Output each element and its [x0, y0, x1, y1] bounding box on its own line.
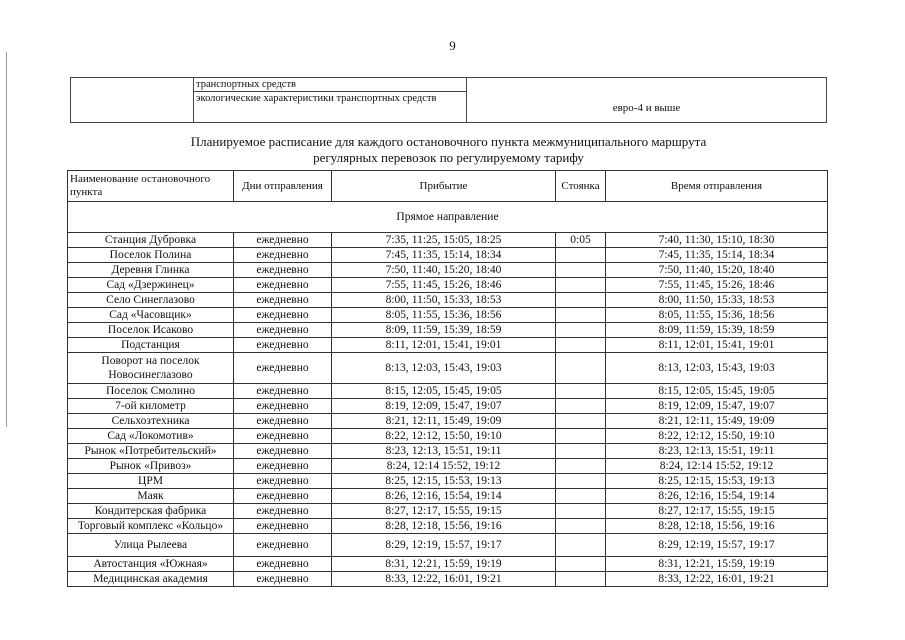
table-row [68, 557, 828, 572]
cell-days: ежедневно [234, 429, 332, 444]
cell-departure: 8:33, 12:22, 16:01, 19:21 [606, 572, 828, 587]
cell-stay [556, 519, 606, 534]
cell-departure: 8:31, 12:21, 15:59, 19:19 [606, 557, 828, 572]
table-row [68, 323, 828, 338]
cell-stop: Автостанция «Южная» [68, 557, 234, 572]
cell-departure: 7:55, 11:45, 15:26, 18:46 [606, 278, 828, 293]
cell-departure: 8:29, 12:19, 15:57, 19:17 [606, 534, 828, 557]
cell-stop: Поселок Исаково [68, 323, 234, 338]
cell-days: ежедневно [234, 248, 332, 263]
direction-label: Прямое направление [68, 202, 828, 233]
cell-arrival: 7:35, 11:25, 15:05, 18:25 [332, 233, 556, 248]
cell-departure: 8:11, 12:01, 15:41, 19:01 [606, 338, 828, 353]
cell-stay [556, 444, 606, 459]
schedule-table [67, 170, 828, 587]
table-row [68, 414, 828, 429]
cell-departure: 8:28, 12:18, 15:56, 19:16 [606, 519, 828, 534]
cell-stop: Рынок «Привоз» [68, 459, 234, 474]
table-row [68, 572, 828, 587]
table-row [68, 429, 828, 444]
cell-departure: 7:50, 11:40, 15:20, 18:40 [606, 263, 828, 278]
cell-departure: 8:15, 12:05, 15:45, 19:05 [606, 384, 828, 399]
cell-stop: Село Синеглазово [68, 293, 234, 308]
cell-stay [556, 308, 606, 323]
cell-departure: 8:24, 12:14 15:52, 19:12 [606, 459, 828, 474]
header-days: Дни отправления [234, 171, 332, 202]
cell-arrival: 8:23, 12:13, 15:51, 19:11 [332, 444, 556, 459]
cell-departure: 8:27, 12:17, 15:55, 19:15 [606, 504, 828, 519]
cell-departure: 8:13, 12:03, 15:43, 19:03 [606, 353, 828, 384]
cell-departure: 7:45, 11:35, 15:14, 18:34 [606, 248, 828, 263]
cell-days: ежедневно [234, 338, 332, 353]
cell-arrival: 8:05, 11:55, 15:36, 18:56 [332, 308, 556, 323]
cell-stay [556, 474, 606, 489]
cell-stop: ЦРМ [68, 474, 234, 489]
cell-days: ежедневно [234, 278, 332, 293]
table-row [68, 399, 828, 414]
characteristics-value: евро-4 и выше [467, 78, 827, 123]
table-row [68, 293, 828, 308]
cell-days: ежедневно [234, 534, 332, 557]
schedule-header-row [68, 171, 828, 202]
cell-stop: Маяк [68, 489, 234, 504]
characteristics-label: транспортных средств [194, 78, 467, 92]
table-row [68, 233, 828, 248]
cell-arrival: 8:15, 12:05, 15:45, 19:05 [332, 384, 556, 399]
header-departure: Время отправления [606, 171, 828, 202]
cell-days: ежедневно [234, 293, 332, 308]
table-row [68, 504, 828, 519]
cell-arrival: 8:11, 12:01, 15:41, 19:01 [332, 338, 556, 353]
cell-days: ежедневно [234, 444, 332, 459]
cell-stop: Поворот на поселок Новосинеглазово [68, 353, 234, 384]
cell-stay [556, 293, 606, 308]
cell-departure: 8:25, 12:15, 15:53, 19:13 [606, 474, 828, 489]
cell-arrival: 8:25, 12:15, 15:53, 19:13 [332, 474, 556, 489]
table-row [68, 384, 828, 399]
table-row [68, 308, 828, 323]
page-margin-line [6, 52, 7, 427]
cell-days: ежедневно [234, 233, 332, 248]
cell-stay [556, 489, 606, 504]
cell-days: ежедневно [234, 323, 332, 338]
cell-arrival: 8:13, 12:03, 15:43, 19:03 [332, 353, 556, 384]
cell-stop: Сад «Часовщик» [68, 308, 234, 323]
cell-arrival: 7:45, 11:35, 15:14, 18:34 [332, 248, 556, 263]
cell-stay [556, 557, 606, 572]
cell-departure: 7:40, 11:30, 15:10, 18:30 [606, 233, 828, 248]
table-row [68, 519, 828, 534]
cell-stop: Улица Рылеева [68, 534, 234, 557]
cell-stay [556, 263, 606, 278]
direction-row [68, 202, 828, 233]
cell-departure: 8:26, 12:16, 15:54, 19:14 [606, 489, 828, 504]
table-row [68, 474, 828, 489]
cell-days: ежедневно [234, 572, 332, 587]
cell-stay [556, 429, 606, 444]
cell-stop: 7-ой километр [68, 399, 234, 414]
cell-stay [556, 534, 606, 557]
table-row [68, 534, 828, 557]
cell-arrival: 8:21, 12:11, 15:49, 19:09 [332, 414, 556, 429]
table-row [68, 248, 828, 263]
cell-arrival: 8:09, 11:59, 15:39, 18:59 [332, 323, 556, 338]
characteristics-blank-cell [71, 78, 194, 123]
cell-departure: 8:09, 11:59, 15:39, 18:59 [606, 323, 828, 338]
cell-stay [556, 323, 606, 338]
cell-stop: Поселок Смолино [68, 384, 234, 399]
cell-days: ежедневно [234, 384, 332, 399]
cell-days: ежедневно [234, 308, 332, 323]
schedule-title: Планируемое расписание для каждого остановочного пункта межмуниципального маршрута [190, 134, 707, 149]
table-row [68, 444, 828, 459]
cell-departure: 8:21, 12:11, 15:49, 19:09 [606, 414, 828, 429]
cell-arrival: 8:00, 11:50, 15:33, 18:53 [332, 293, 556, 308]
cell-days: ежедневно [234, 399, 332, 414]
cell-stop: Торговый комплекс «Кольцо» [68, 519, 234, 534]
cell-arrival: 8:26, 12:16, 15:54, 19:14 [332, 489, 556, 504]
page-number: 9 [449, 38, 456, 53]
table-row [68, 489, 828, 504]
table-row [68, 353, 828, 384]
cell-stay [556, 248, 606, 263]
cell-days: ежедневно [234, 557, 332, 572]
cell-departure: 8:22, 12:12, 15:50, 19:10 [606, 429, 828, 444]
cell-arrival: 8:24, 12:14 15:52, 19:12 [332, 459, 556, 474]
cell-departure: 8:19, 12:09, 15:47, 19:07 [606, 399, 828, 414]
header-arrival: Прибытие [332, 171, 556, 202]
cell-days: ежедневно [234, 474, 332, 489]
cell-stay [556, 278, 606, 293]
cell-arrival: 7:50, 11:40, 15:20, 18:40 [332, 263, 556, 278]
cell-arrival: 7:55, 11:45, 15:26, 18:46 [332, 278, 556, 293]
characteristics-table [70, 77, 827, 123]
cell-stop: Сад «Локомотив» [68, 429, 234, 444]
characteristics-label: экологические характеристики транспортных средств [194, 92, 467, 123]
cell-stop: Рынок «Потребительский» [68, 444, 234, 459]
table-row [68, 278, 828, 293]
cell-stay [556, 459, 606, 474]
cell-stop: Поселок Полина [68, 248, 234, 263]
table-row [68, 338, 828, 353]
cell-stop: Сельхозтехника [68, 414, 234, 429]
cell-arrival: 8:33, 12:22, 16:01, 19:21 [332, 572, 556, 587]
cell-arrival: 8:28, 12:18, 15:56, 19:16 [332, 519, 556, 534]
cell-days: ежедневно [234, 519, 332, 534]
cell-departure: 8:00, 11:50, 15:33, 18:53 [606, 293, 828, 308]
cell-days: ежедневно [234, 414, 332, 429]
header-stay: Стоянка [556, 171, 606, 202]
cell-stay [556, 414, 606, 429]
cell-stay [556, 338, 606, 353]
cell-stay [556, 384, 606, 399]
cell-arrival: 8:31, 12:21, 15:59, 19:19 [332, 557, 556, 572]
cell-stay [556, 572, 606, 587]
cell-stop: Сад «Дзержинец» [68, 278, 234, 293]
cell-stop: Медицинская академия [68, 572, 234, 587]
cell-days: ежедневно [234, 459, 332, 474]
table-row [68, 459, 828, 474]
cell-arrival: 8:29, 12:19, 15:57, 19:17 [332, 534, 556, 557]
cell-stop: Станция Дубровка [68, 233, 234, 248]
cell-days: ежедневно [234, 263, 332, 278]
cell-departure: 8:05, 11:55, 15:36, 18:56 [606, 308, 828, 323]
cell-days: ежедневно [234, 489, 332, 504]
table-row [68, 263, 828, 278]
cell-stay: 0:05 [556, 233, 606, 248]
cell-arrival: 8:27, 12:17, 15:55, 19:15 [332, 504, 556, 519]
cell-stop: Подстанция [68, 338, 234, 353]
cell-arrival: 8:19, 12:09, 15:47, 19:07 [332, 399, 556, 414]
cell-stay [556, 504, 606, 519]
cell-stop: Деревня Глинка [68, 263, 234, 278]
cell-departure: 8:23, 12:13, 15:51, 19:11 [606, 444, 828, 459]
cell-days: ежедневно [234, 504, 332, 519]
header-stop: Наименование остановочного пункта [68, 171, 234, 202]
cell-days: ежедневно [234, 353, 332, 384]
cell-stop: Кондитерская фабрика [68, 504, 234, 519]
cell-stay [556, 353, 606, 384]
cell-arrival: 8:22, 12:12, 15:50, 19:10 [332, 429, 556, 444]
schedule-subtitle: регулярных перевозок по регулируемому тарифу [313, 150, 584, 165]
cell-stay [556, 399, 606, 414]
